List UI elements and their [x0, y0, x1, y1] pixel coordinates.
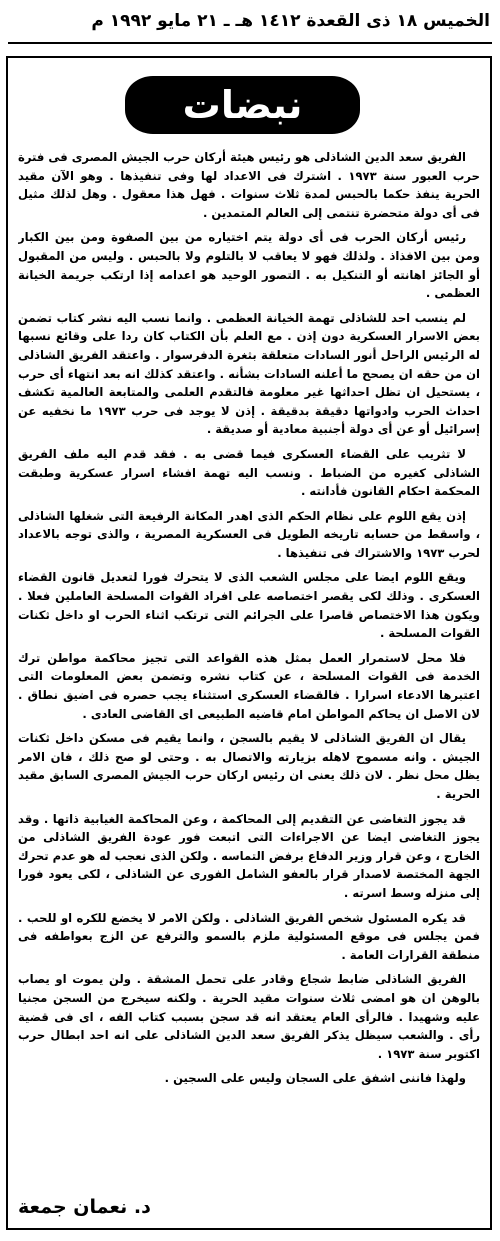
article-paragraph-8: يقال ان الفريق الشاذلى لا يقيم بالسجن ، وانما يقيم فى مسكن داخل ثكنات الجيش . وانه مسموح لاهله بزيارته والاتصال به . وحتى لو صح ذلك ، فان الامر يظل محل نظر . لان ذلك يعنى ان رئيس اركان حرب الجيش المصرى السابق مقيد الحرية .: [18, 731, 480, 801]
article-paragraph-9: قد يجوز التغاضى عن التقديم إلى المحاكمة ، وعن المحاكمة الغيابية ذاتها . وقد يجوز التغاضى ايضا عن الاجراءات التى اتبعت فور عودة الفريق الشاذلى من الخارج ، وعن قرار وزير الدفاع برفض التماسه . ولكن الذى نعجب له هو عدم تحرك الجهة المختصة لاصدار قرار بالعفو الشامل الفورى عن الشاذلى ، لكى يعود فورا إلى منزله وسط اسرته .: [18, 811, 480, 900]
article-paragraph-6: ويقع اللوم ايضا على مجلس الشعب الذى لا يتحرك فورا لتعديل قانون القضاء العسكرى . وذلك لكى يقصر اختصاصه على افراد القوات المسلحة العاملين فعلا . ويكون هذا الاختصاص قاصرا على الجرائم التى ترتكب اثناء الحرب او داخل ثكنات القوات المسلحة .: [18, 570, 480, 641]
column-title: نبضات: [125, 76, 360, 134]
dateline: الخميس ١٨ ذى القعدة ١٤١٢ هـ ـ ٢١ مايو ١٩٩٢ م: [91, 11, 490, 31]
dateline-rule: [8, 42, 492, 44]
article-paragraph-1: الفريق سعد الدين الشاذلى هو رئيس هيئة أركان حرب الجيش المصرى فى فترة حرب العبور سنة ١٩٧٣ . اشترك فى الاعداد لها وفى تنفيذها . وهو الآن مقيد الحرية ينفذ حكما بالحبس لمدة ثلاث سنوات . فهل هذا معقول . وهل لذلك مثيل فى أى دولة متحضرة تنتمى إلى العالم المتمدين .: [18, 150, 480, 220]
article-paragraph-10: قد يكره المسئول شخص الفريق الشاذلى . ولكن الامر لا يخضع للكره او للحب . فمن يجلس فى موقع المسئولية ملزم بالسمو والترفع عن الزج بعواطفه فى منطقة القرارات العامة .: [18, 910, 480, 962]
article-body: [18, 148, 480, 1188]
article-paragraph-7: فلا محل لاستمرار العمل بمثل هذه القواعد التى تجيز محاكمة مواطن ترك الخدمة فى القوات المسلحة ، عن كتاب نشره وتضمن بعض المعلومات التى اعتبرها الادعاء اسرارا . فالقضاء العسكرى استثناء يجب حصره فى اضيق نطاق . لان الاصل ان يحاكم المواطن امام قاضيه الطبيعى اى القاضى العادى .: [18, 650, 480, 721]
article-paragraph-5: إذن يقع اللوم على نظام الحكم الذى اهدر المكانة الرفيعة التى شغلها الشاذلى ، واسقط من حسابه تاريخه الطويل فى العسكرية المصرية ، والذى توجه بالاعداد لحرب ١٩٧٣ والاشتراك فى تنفيذها .: [18, 508, 480, 560]
article-paragraph-2: رئيس أركان الحرب فى أى دولة يتم اختياره من بين الصفوة ومن بين الكبار ومن بين الافذاذ . ولذلك فهو لا يعاقب لا بالتلوم ولا بالحبس . وليس من المقبول أو الجائز اهانته أو التنكيل به . التصور الوحيد هو اعدامه إذا ارتكب جريمة الخيانة العظمى .: [18, 230, 480, 301]
article-paragraph-12: ولهذا فاننى اشفق على السجان وليس على السجين .: [164, 1071, 466, 1086]
author-signature: د. نعمان جمعة: [18, 1196, 151, 1218]
article-paragraph-3: لم ينسب احد للشاذلى تهمة الخيانة العظمى . وانما نسب اليه نشر كتاب تضمن بعض الاسرار العسكرية دون إذن . مع العلم بأن الكتاب كان ردا على وقائع نسبها له الرئيس الراحل أنور السادات متعلقة بثغرة الدفرسوار . واعتقد الفريق الشاذلى ان من حقه ان يصحح ما أعلنه السادات بشأنه . واعتقد كذلك انه بعد انتهاء أى حرب ، يستحيل ان تظل احداثها غير معلومة فالتقدم العلمى والمتابعة العالمية تكشف احداث الحرب وادواتها دقيقة بدقيقة . إذن لا يوجد فى حرب ١٩٧٣ ما نخفيه عن إسرائيل أو عن أى دولة أجنبية معادية أو صديقة .: [18, 310, 480, 437]
article-paragraph-4: لا تثريب على القضاء العسكرى فيما قضى به . فقد قدم اليه ملف الفريق الشاذلى كغيره من الضباط . ونسب اليه تهمة افشاء اسرار عسكرية وطبقت المحكمة احكام القانون فأدانته .: [18, 446, 480, 499]
article-paragraph-11: الفريق الشاذلى ضابط شجاع وقادر على تحمل المشقة . ولن يموت او يصاب بالوهن ان هو امضى ثلاث سنوات مقيد الحرية . ولكنه سيخرج من السجن مجنيا عليه وشهيدا . فالرأى العام يعتقد انه قد سجن بسبب كتاب الفه ، اى فى قضية رأى . والشعب سيظل يذكر الفريق سعد الدين الشاذلى على انه احد ابطال حرب اكتوبر سنة ١٩٧٣ .: [18, 972, 480, 1061]
